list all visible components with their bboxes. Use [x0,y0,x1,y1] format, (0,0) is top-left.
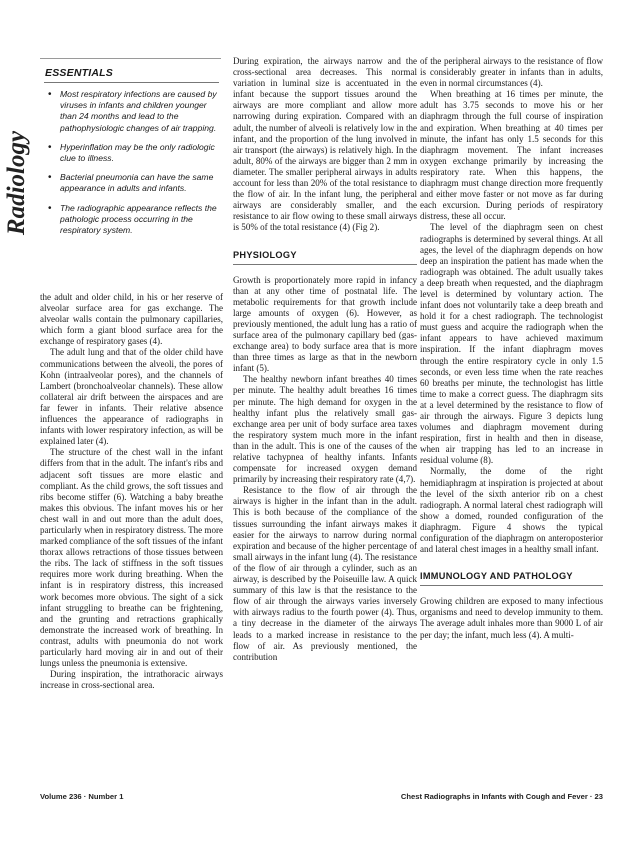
paragraph: The structure of the chest wall in the infant differs from that in the adult. The infant's ribs and adjacent soft tissues are more elastic and compliant. As the child grows, the soft tissues and ribs become stiffer (6). Watching a baby breathe makes this obvious. The infant moves his or her chest wall in and out more than the adult does, particularly when in respiratory distress. The more marked compliance of the soft tissues of the infant thorax allows retractions of those tissues between the ribs. The lack of stiffness in the soft tissues requires more work during breathing. When the infant is in respiratory distress, this increased work becomes more obvious. The sight of a sick infant struggling to breathe can be frightening, and the grunting and retractions graphically demonstrate the increased work of breathing. In contrast, adults with pneumonia do not work particularly hard moving air in and out of their lungs unless the pneumonia is extensive. [40,447,223,669]
paragraph: The healthy newborn infant breathes 40 times per minute. The healthy adult breathes 16 times per minute. The high demand for oxygen in the healthy infant plus the relatively small gas-exchange area per unit of body surface area taxes the respiratory system much more in the infant than in the adult. This is one of the causes of the relative tachypnea of healthy infants. Infants compensate for increased oxygen demand primarily by increasing their respiratory rate (4,7). [233,374,417,485]
paragraph: The level of the diaphragm seen on chest radiographs is determined by several things. At all ages, the level of the diaphragm depends on how deep an inspiration the patient has made when the radiograph was obtained. The adult usually takes a deep breath when requested, and the diaphragm level is determined by voluntary action. The infant does not voluntarily take a deep breath and hold it for a chest radiograph. The technologist must guess and acquire the radiograph when the infant appears to have achieved maximum inspiration. If the infant diaphragm moves through the entire respiratory cycle in only 1.5 seconds, or even less time when the rate reaches 60 breaths per minute, the technologist has little time to make a correct guess. The diaphragm sits at a level determined by the resistance to flow of air through the airways. Figure 3 depicts lung volumes and diaphragm movement during respiration, first in health and then in disease, when air trapping has led to an increase in residual volume (8). [420,222,603,466]
essentials-item: • Bacterial pneumonia can have the same appearance in adults and infants. [45,172,221,194]
paragraph: Resistance to the flow of air through the airways is higher in the infant than in the adult. This is both because of the compliance of the tissues surrounding the infant airways makes it easier for the airways to narrow during normal expiration and because of the higher percentage of small airways in the infant lung (4). The resistance of the flow of air through a cylinder, such as an airway, is described by the Poiseuille law. A quick summary of this law is that the resistance to the flow of air through the airways varies inversely with airways radius to the fourth power (4). Thus, a tiny decrease in the diameter of the airways leads to a marked increase in resistance to the flow of air. As previously mentioned, the contribution [233,485,417,662]
column-2 [233,56,417,663]
paragraph: During inspiration, the intrathoracic airways increase in cross-sectional area. [40,669,223,691]
column-1 [40,292,223,691]
paragraph: During expiration, the airways narrow and the cross-sectional area decreases. This normal variation in luminal size is accentuated in the infant because the support tissues around the airways are more compliant and allow more narrowing during expiration. Compared with an adult, the number of alveoli is relatively low in the infant, and the proportion of the lung involved in air transport (the airways) is relatively high. In the adult, 80% of the airways are bigger than 2 mm in diameter. The smaller peripheral airways in adults account for less than 20% of the total resistance to the flow of air. In the infant lung, the peripheral airways are considerably smaller, and the resistance to air flow owing to these small airways is 50% of the total resistance (4) (Fig 2). [233,56,417,233]
essentials-item: • Hyperinflation may be the only radiologic clue to illness. [45,142,221,164]
essentials-heading: ESSENTIALS [45,67,113,79]
section-heading-immunology: IMMUNOLOGY AND PATHOLOGY [420,571,603,586]
section-heading-physiology: PHYSIOLOGY [233,250,417,265]
section-label-text: Radiology [3,130,30,236]
paragraph: Normally, the dome of the right hemidiaphragm at inspiration is projected at about the level of the sixth anterior rib on a chest radiograph. A normal lateral chest radiograph will show a domed, rounded configuration of the diaphragm. Figure 4 shows the typical configuration of the diaphragm on anteroposterior and lateral chest images in a healthy small infant. [420,466,603,555]
essentials-list [40,89,221,236]
paragraph: Growth is proportionately more rapid in infancy than at any other time of postnatal life. The metabolic requirements for that growth include large amounts of oxygen (6). However, as previously mentioned, the adult lung has a ratio of surface area of the pulmonary capillary bed (gas-exchange area) to body surface area that is more than three times as large as that in the newborn infant (5). [233,274,417,374]
essentials-box [40,58,221,281]
footer-title-page: Chest Radiographs in Infants with Cough and Fever · 23 [400,792,603,801]
essentials-divider [44,82,219,83]
essentials-item: • Most respiratory infections are caused by viruses in infants and children younger than 24 months and lead to the pathophysiologic changes of air trapping. [45,89,221,134]
essentials-item: • The radiographic appearance reflects the pathologic process occurring in the respiratory system. [45,203,221,237]
paragraph: of the peripheral airways to the resistance of flow is considerably greater in infants than in adults, even in normal circumstances (4). [420,56,603,89]
paragraph: Growing children are exposed to many infectious organisms and need to develop immunity to them. The average adult inhales more than 9000 L of air per day; the infant, much less (4). A multi- [420,596,603,640]
footer-volume: Volume 236 · Number 1 [40,792,124,801]
paragraph: When breathing at 16 times per minute, the adult has 3.75 seconds to move his or her diaphragm through the full course of inspiration and expiration. When breathing at 40 times per minute, the infant has only 1.5 seconds for this diaphragm movement. The infant increases oxygen exchange primarily by increasing the respiratory rate. When this happens, the diaphragm must change direction more frequently and either move faster or not move as far during each excursion. During periods of respiratory distress, these all occur. [420,89,603,222]
paragraph: The adult lung and that of the older child have communications between the alveoli, the pores of Kohn (intraalveolar pores), and the channels of Lambert (bronchoalveolar channels). These allow collateral air drift between the airspaces and are far fewer in infants. Their relative absence influences the appearance of radiographs in infants with lower respiratory infection, as will be explained later (4). [40,347,223,447]
paragraph: the adult and older child, in his or her reserve of alveolar surface area for gas exchange. The alveolar walls contain the pulmonary capillaries, which form a giant blood surface area for the exchange of respiratory gases (4). [40,292,223,347]
section-label [0,128,34,238]
column-3 [420,56,603,641]
